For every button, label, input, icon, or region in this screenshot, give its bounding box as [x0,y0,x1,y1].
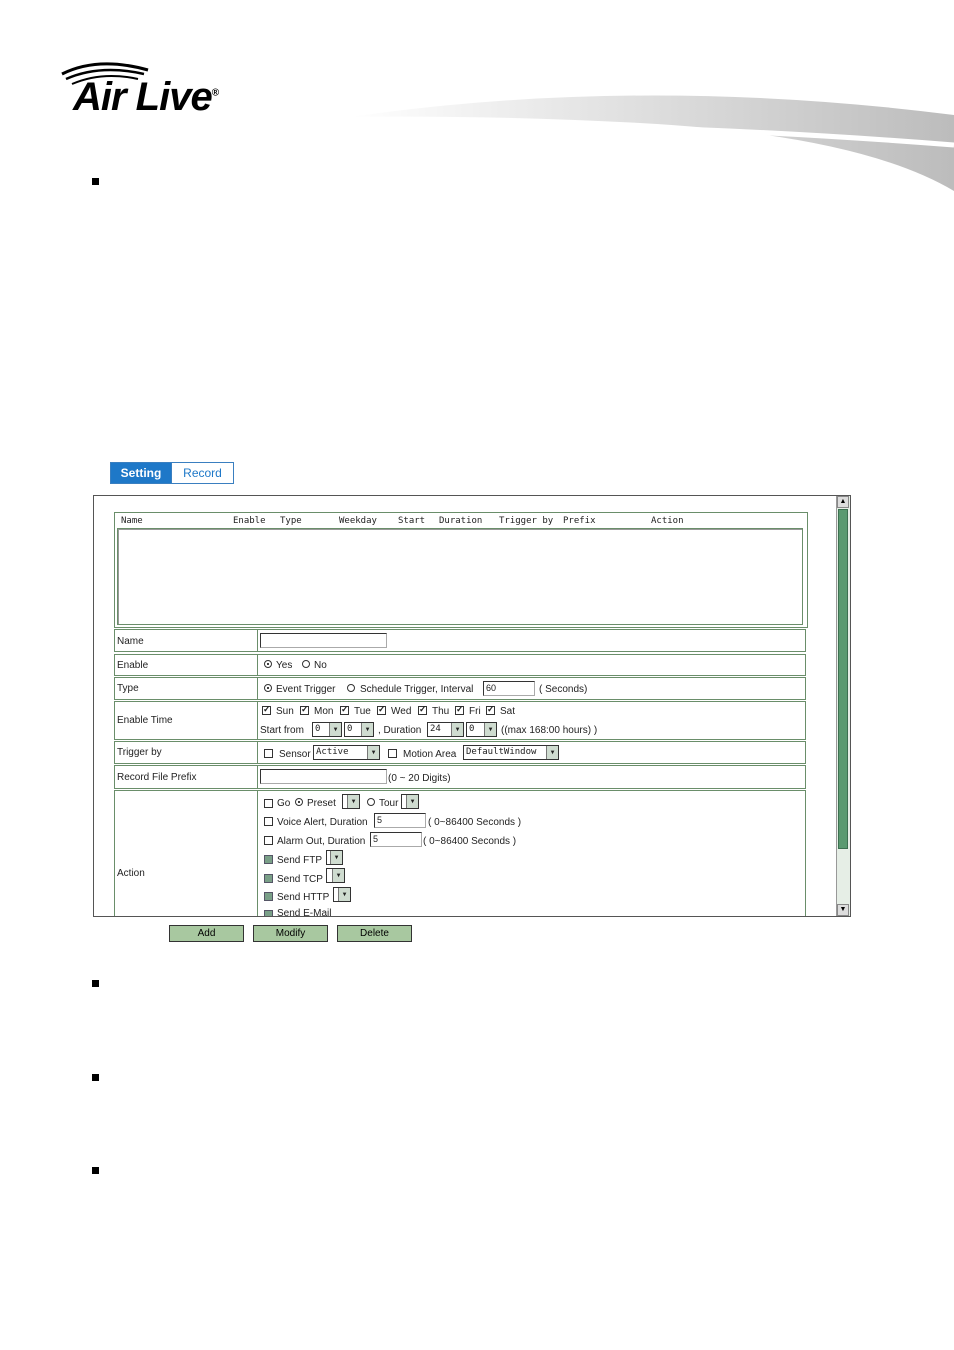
header-swoosh-graphic [340,85,954,195]
send-email-checkbox[interactable] [264,910,273,917]
alarm-out-checkbox[interactable] [264,836,273,845]
day-wed-checkbox[interactable] [377,706,386,715]
tour-radio[interactable] [367,798,375,806]
enable-no-radio[interactable] [302,660,310,668]
row-trigger-by [114,741,806,764]
day-mon-label: Mon [314,706,334,717]
add-button[interactable]: Add [169,925,244,942]
column-header-trigger-by: Trigger by [499,516,554,526]
column-header-prefix: Prefix [563,516,596,526]
day-sun-checkbox[interactable] [262,706,271,715]
sensor-select[interactable]: Active ▼ [313,745,380,760]
day-tue-checkbox[interactable] [340,706,349,715]
day-thu-checkbox[interactable] [418,706,427,715]
schedule-trigger-label: Schedule Trigger, Interval [360,684,474,695]
tour-label: Tour [379,798,399,809]
event-list [114,512,808,628]
voice-alert-note: ( 0~86400 Seconds ) [428,817,522,828]
enable-yes-radio[interactable] [264,660,272,668]
column-header-weekday: Weekday [339,516,377,526]
record-file-prefix-label: Record File Prefix [117,772,197,783]
chevron-down-icon: ▼ [484,723,496,736]
chevron-down-icon: ▼ [332,869,344,882]
row-record-file-prefix [114,765,806,789]
send-http-checkbox[interactable] [264,892,273,901]
tab-setting[interactable]: Setting [111,463,171,483]
row-action [114,790,806,917]
scroll-up-icon[interactable]: ▲ [837,496,849,508]
row-enable-time [114,701,806,740]
chevron-down-icon: ▼ [338,888,350,901]
day-fri-checkbox[interactable] [455,706,464,715]
enable-label: Enable [117,660,149,671]
preset-radio[interactable] [295,798,303,806]
chevron-down-icon: ▼ [347,795,359,808]
motion-area-checkbox[interactable] [388,749,397,758]
day-tue-label: Tue [354,706,371,717]
schedule-trigger-radio[interactable] [347,684,355,692]
day-fri-label: Fri [469,706,481,717]
sensor-label: Sensor [279,749,311,760]
voice-alert-duration-input[interactable]: 5 [374,813,426,828]
day-sat-label: Sat [500,706,516,717]
duration-minute-select[interactable]: 0 ▼ [466,722,497,737]
day-thu-label: Thu [432,706,450,717]
tab-bar [110,462,234,484]
bullet-marker [92,980,99,987]
name-label: Name [117,636,144,647]
motion-area-select[interactable]: DefaultWindow ▼ [463,745,559,760]
bullet-marker [92,178,99,185]
record-file-prefix-input[interactable] [260,769,387,784]
chevron-down-icon: ▼ [546,746,558,759]
interval-input[interactable]: 60 [483,681,535,696]
go-checkbox[interactable] [264,799,273,808]
event-list-box[interactable] [117,528,803,625]
enable-no-label: No [314,660,327,671]
send-tcp-select[interactable] [326,868,345,883]
chevron-down-icon: ▼ [330,851,342,864]
chevron-down-icon: ▼ [451,723,463,736]
voice-alert-label: Voice Alert, Duration [277,817,368,828]
alarm-out-note: ( 0~86400 Seconds ) [423,836,517,847]
motion-area-label: Motion Area [403,749,457,760]
start-minute-select[interactable]: 0 ▼ [344,722,374,737]
name-input[interactable] [260,633,387,648]
airlive-logo: Air Live® [73,75,219,119]
column-header-type: Type [280,516,302,526]
delete-button[interactable]: Delete [337,925,412,942]
type-label: Type [117,683,139,694]
day-mon-checkbox[interactable] [300,706,309,715]
record-file-prefix-note: (0 ~ 20 Digits) [388,773,451,784]
bullet-marker [92,1074,99,1081]
alarm-out-label: Alarm Out, Duration [277,836,366,847]
send-http-select[interactable] [333,887,351,902]
action-label: Action [117,868,145,879]
day-sun-label: Sun [276,706,294,717]
tour-select[interactable] [401,794,419,809]
send-ftp-select[interactable] [326,850,343,865]
row-enable [114,654,806,676]
chevron-down-icon: ▼ [367,746,379,759]
bullet-marker [92,1167,99,1174]
chevron-down-icon: ▼ [329,723,341,736]
send-ftp-checkbox[interactable] [264,855,273,864]
preset-label: Preset [307,798,336,809]
duration-hour-select[interactable]: 24 ▼ [427,722,464,737]
event-setting-frame [93,495,851,917]
column-header-start: Start [398,516,426,526]
start-from-label: Start from [260,725,304,736]
go-label: Go [277,798,291,809]
send-tcp-checkbox[interactable] [264,874,273,883]
scrollbar-thumb[interactable] [838,509,848,849]
enable-time-label: Enable Time [117,715,173,726]
row-name [114,629,806,652]
column-header-action: Action [651,516,684,526]
send-email-label: Send E-Mail [277,908,332,917]
day-sat-checkbox[interactable] [486,706,495,715]
chevron-down-icon: ▼ [406,795,418,808]
voice-alert-checkbox[interactable] [264,817,273,826]
send-tcp-label: Send TCP [277,874,323,885]
trigger-by-label: Trigger by [117,747,162,758]
sensor-checkbox[interactable] [264,749,273,758]
day-wed-label: Wed [391,706,412,717]
scroll-down-icon[interactable]: ▼ [837,904,849,916]
column-header-enable: Enable [233,516,266,526]
chevron-down-icon: ▼ [361,723,373,736]
max-duration-note: ((max 168:00 hours) ) [501,725,598,736]
duration-label: , Duration [378,725,422,736]
event-trigger-radio[interactable] [264,684,272,692]
send-http-label: Send HTTP [277,892,330,903]
column-header-name: Name [121,516,143,526]
column-header-duration: Duration [439,516,483,526]
preset-select[interactable] [342,794,360,809]
row-type [114,677,806,700]
enable-yes-label: Yes [276,660,293,671]
modify-button[interactable]: Modify [253,925,328,942]
tab-record[interactable]: Record [171,463,233,483]
vertical-scrollbar[interactable] [836,496,850,916]
event-trigger-label: Event Trigger [276,684,336,695]
alarm-out-duration-input[interactable]: 5 [370,832,422,847]
interval-unit: ( Seconds) [539,684,588,695]
start-hour-select[interactable]: 0 ▼ [312,722,342,737]
send-ftp-label: Send FTP [277,855,323,866]
